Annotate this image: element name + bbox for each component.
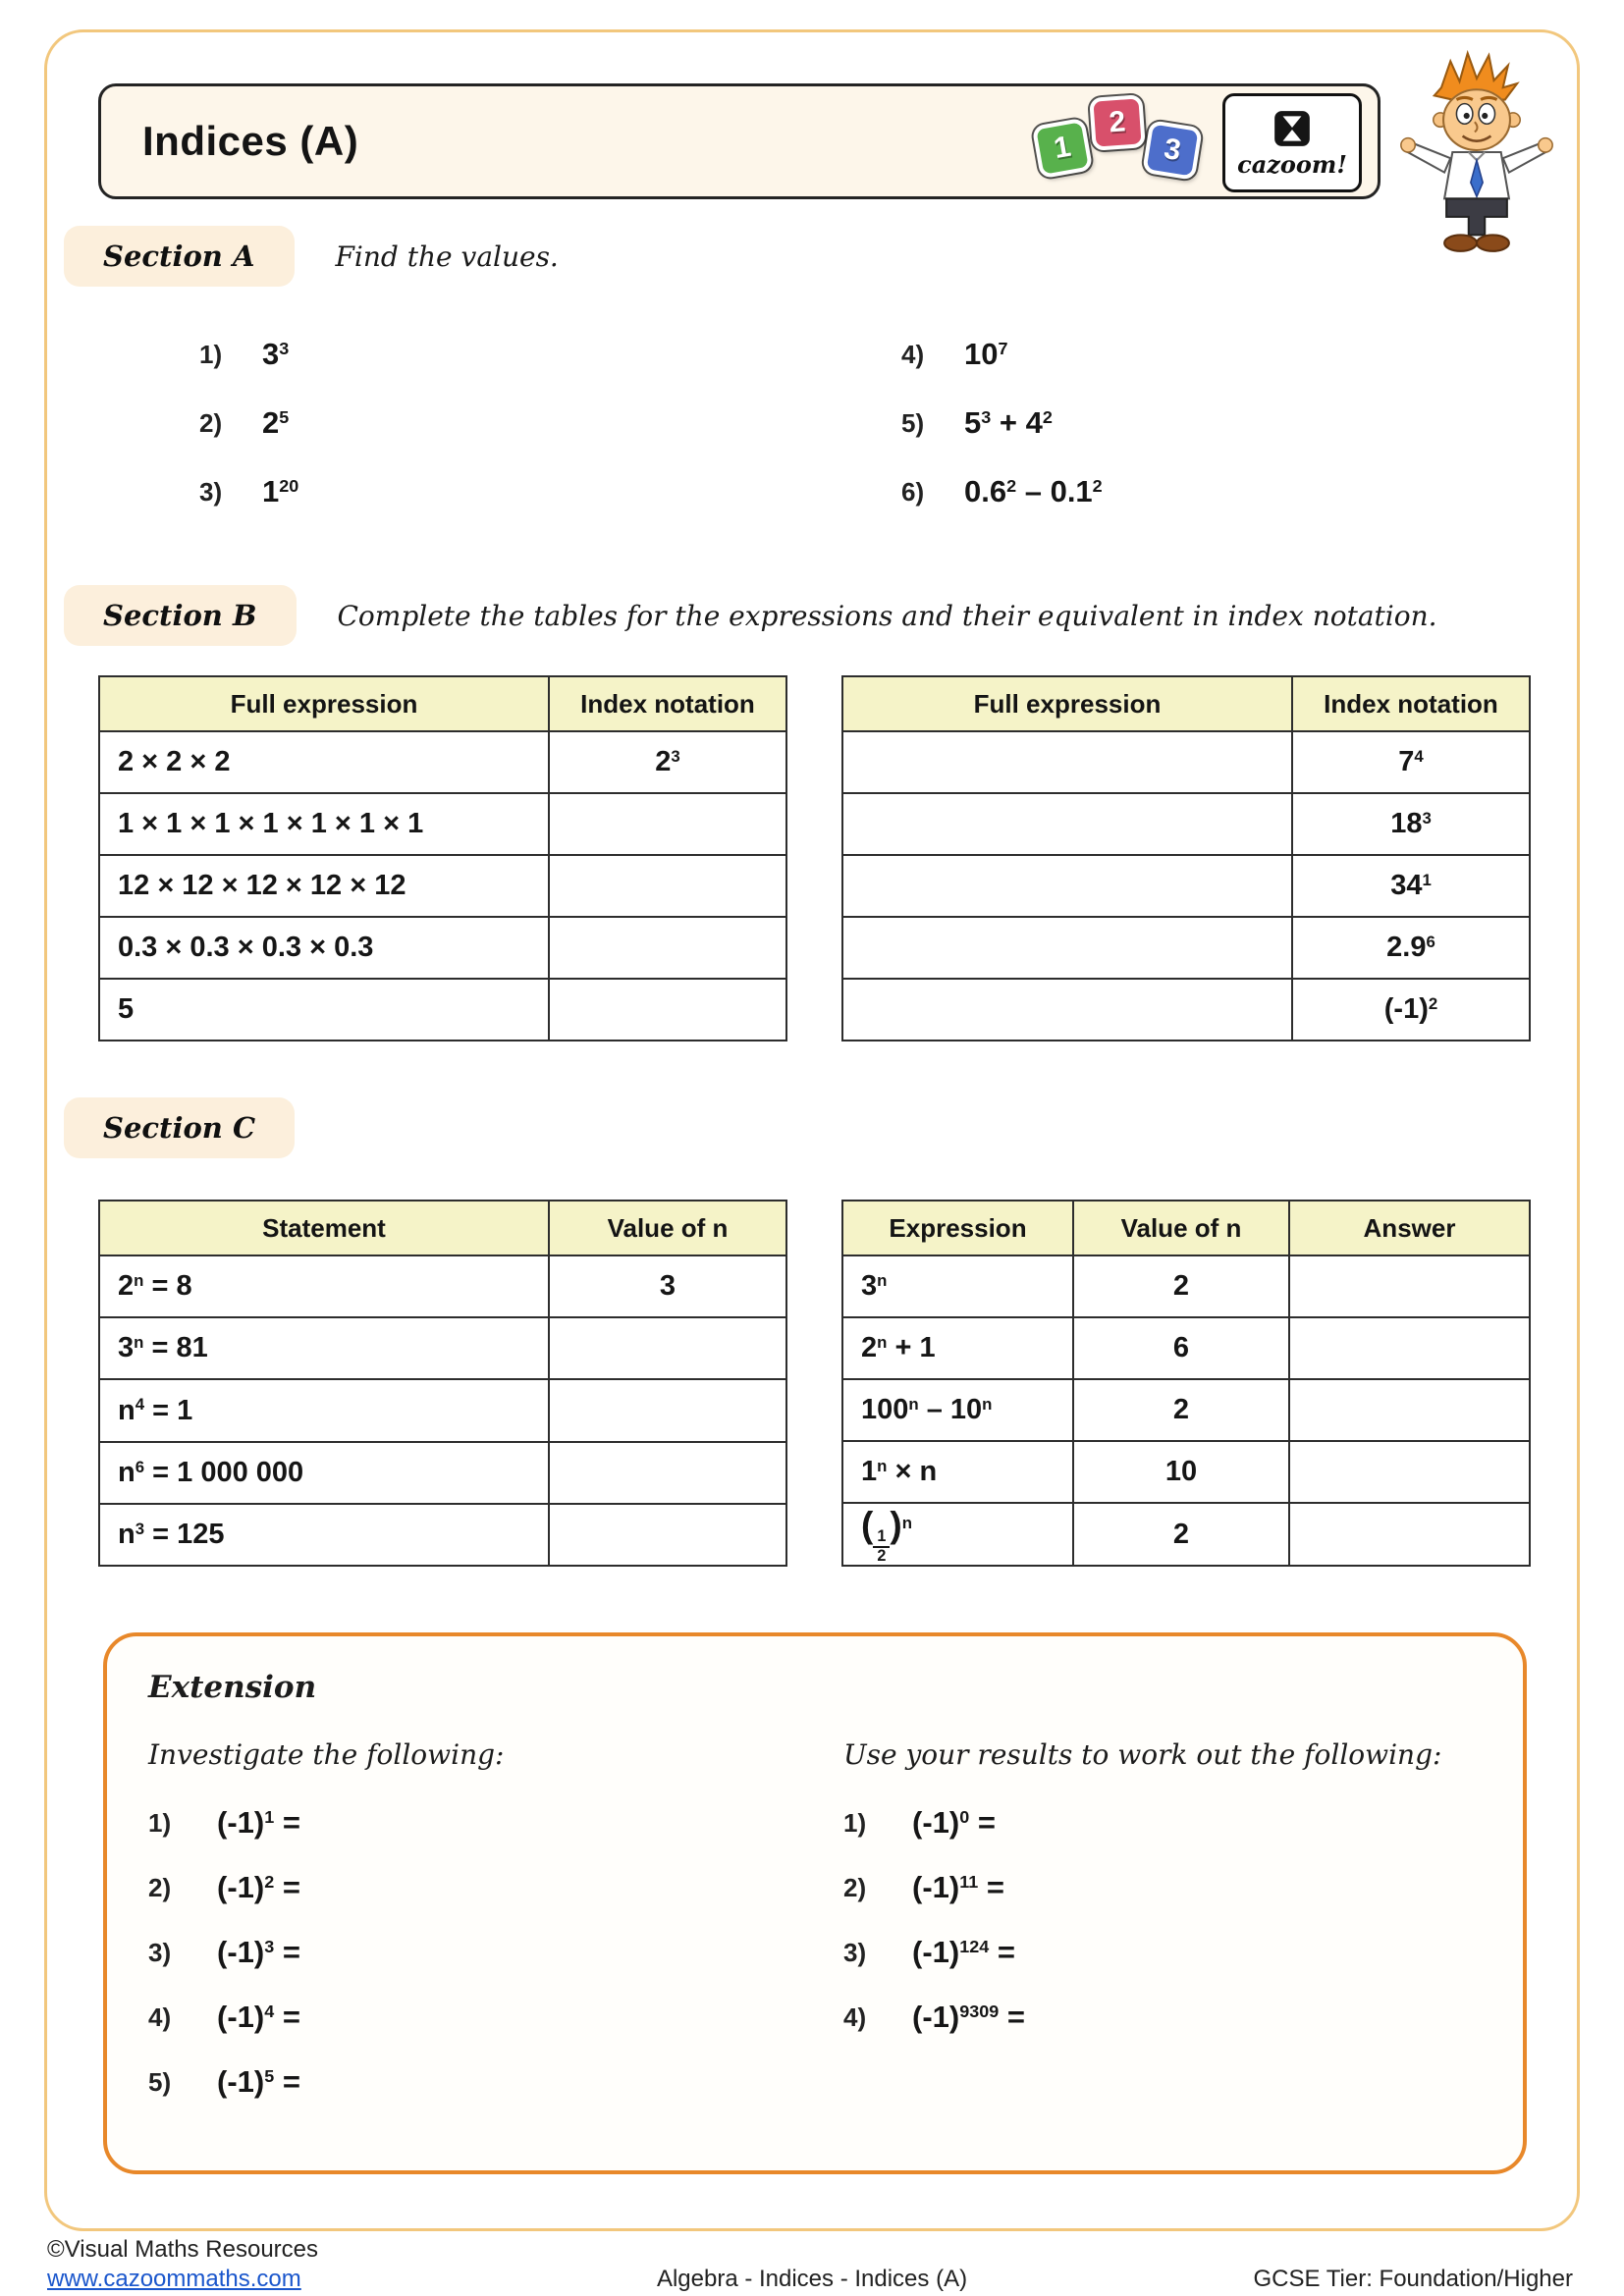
table-row (99, 1255, 786, 1317)
table-row (99, 793, 786, 855)
copyright-text: ©Visual Maths Resources (47, 2236, 319, 2263)
column-header-answer: Answer (1289, 1201, 1530, 1255)
index-notation-cell (549, 855, 786, 917)
full-expression-cell (842, 979, 1292, 1041)
problem-expression: $0.6^2 - 0.1^2$ (964, 474, 1103, 508)
value-cell: 2 (1073, 1255, 1289, 1317)
extension-title: Extension (148, 1670, 317, 1705)
problem-expression: $(-1)^5$ = (217, 2064, 300, 2099)
index-notation-cell (549, 793, 786, 855)
problem-number: 1) (199, 339, 223, 369)
problem-expression: $5^3 + 4^2$ (964, 405, 1053, 440)
extension-problem (843, 1866, 1025, 1909)
extension-left-column (148, 1801, 300, 2104)
extension-box (103, 1632, 1527, 2174)
column-header-full-expression: Full expression (99, 676, 549, 731)
section-a-left-column (199, 332, 298, 514)
problem-number: 2) (148, 1872, 172, 1902)
index-notation-cell: $18^3$ (1292, 793, 1530, 855)
problem-number: 6) (901, 476, 925, 507)
extension-problem (148, 1931, 300, 1974)
problem-a1 (199, 332, 298, 377)
column-header-full-expression: Full expression (842, 676, 1292, 731)
number-tile-1: 1 (1032, 118, 1094, 180)
footer-tier-text: GCSE Tier: Foundation/Higher (1253, 2266, 1573, 2292)
problem-number: 2) (843, 1872, 867, 1902)
problem-expression: $10^7$ (964, 337, 1008, 371)
cazoom-brand-text: cazoom! (1237, 149, 1347, 179)
problem-expression: $(-1)^1$ = (217, 1805, 300, 1840)
numbers-123-logo (1036, 94, 1211, 192)
index-notation-cell (549, 979, 786, 1041)
table-row (99, 1379, 786, 1441)
section-b-left-table (98, 675, 787, 1041)
problem-expression: $1^{20}$ (262, 474, 299, 508)
column-header-index-notation: Index notation (1292, 676, 1530, 731)
full-expression-cell: 0.3 × 0.3 × 0.3 × 0.3 (99, 917, 549, 979)
statement-cell: $n^6 = 1$ 000 000 (99, 1442, 549, 1504)
table-row (842, 1317, 1530, 1379)
expression-cell: $1^n \times n$ (842, 1441, 1073, 1503)
problem-expression: $(-1)^0$ = (912, 1805, 996, 1840)
problem-number: 4) (148, 2002, 172, 2032)
problem-expression: $(-1)^2$ = (217, 1870, 300, 1904)
page-footer (0, 2234, 1624, 2293)
value-cell (549, 1504, 786, 1566)
table-row (99, 855, 786, 917)
answer-cell (1289, 1255, 1530, 1317)
section-b-header (64, 585, 1437, 646)
problem-expression: $(-1)^3$ = (217, 1935, 300, 1969)
extension-problem (843, 1996, 1025, 2039)
problem-expression: $(-1)^{11}$ = (912, 1870, 1004, 1904)
extension-left-instruction: Investigate the following: (148, 1738, 505, 1771)
table-row (842, 1255, 1530, 1317)
table-row (842, 855, 1530, 917)
section-b-tables (98, 675, 1531, 1041)
table-row (99, 1442, 786, 1504)
value-cell (549, 1442, 786, 1504)
column-header-index-notation: Index notation (549, 676, 786, 731)
table-row (99, 1317, 786, 1379)
answer-cell (1289, 1379, 1530, 1441)
value-cell (549, 1317, 786, 1379)
column-header-statement: Statement (99, 1201, 549, 1255)
value-cell: 2 (1073, 1379, 1289, 1441)
extension-right-instruction: Use your results to work out the following: (843, 1738, 1442, 1771)
value-cell (549, 1379, 786, 1441)
problem-a2 (199, 400, 298, 446)
value-cell: 10 (1073, 1441, 1289, 1503)
problem-number: 1) (843, 1807, 867, 1838)
problem-number: 4) (901, 339, 925, 369)
table-row (842, 1503, 1530, 1566)
table-row (842, 731, 1530, 793)
column-header-value-of-n: Value of n (549, 1201, 786, 1255)
section-a-right-column (901, 332, 1103, 514)
expression-cell: 100$^n$ – 10$^n$ (842, 1379, 1073, 1441)
full-expression-cell: 1 × 1 × 1 × 1 × 1 × 1 × 1 (99, 793, 549, 855)
problem-expression: $2^5$ (262, 405, 290, 440)
problem-number: 3) (843, 1937, 867, 1967)
problem-number: 4) (843, 2002, 867, 2032)
website-link[interactable]: www.cazoommaths.com (47, 2266, 301, 2292)
table-row (842, 793, 1530, 855)
table-row (99, 917, 786, 979)
extension-problem (843, 1801, 1025, 1844)
table-header-row (842, 676, 1530, 731)
index-notation-cell: $2^3$ (549, 731, 786, 793)
problem-number: 3) (199, 476, 223, 507)
index-notation-cell (549, 917, 786, 979)
answer-cell (1289, 1441, 1530, 1503)
expression-cell: ( $\frac{1}{2}$ )$^n$ (842, 1503, 1073, 1566)
problem-a5 (901, 400, 1103, 446)
table-row (99, 731, 786, 793)
value-cell: 3 (549, 1255, 786, 1317)
statement-cell: $n^3 = 125$ (99, 1504, 549, 1566)
problem-a3 (199, 469, 298, 514)
problem-a4 (901, 332, 1103, 377)
index-notation-cell: $34^1$ (1292, 855, 1530, 917)
extension-right-column (843, 1801, 1025, 2039)
table-row (842, 1379, 1530, 1441)
problem-expression: $3^3$ (262, 337, 290, 371)
mascot-illustration (1392, 45, 1561, 257)
section-c-header (64, 1097, 295, 1158)
problem-expression: $(-1)^{124}$ = (912, 1935, 1015, 1969)
full-expression-cell (842, 917, 1292, 979)
problem-a6 (901, 469, 1103, 514)
section-a-label: Section A (64, 226, 295, 287)
section-b-instruction: Complete the tables for the expressions and their equivalent in index notation. (337, 599, 1437, 632)
full-expression-cell: 5 (99, 979, 549, 1041)
full-expression-cell (842, 793, 1292, 855)
extension-problem (148, 1801, 300, 1844)
full-expression-cell (842, 855, 1292, 917)
page-title: Indices (A) (142, 118, 359, 164)
table-header-row (99, 676, 786, 731)
number-tile-3: 3 (1142, 120, 1203, 181)
section-a-instruction: Find the values. (335, 240, 559, 273)
problem-number: 5) (901, 407, 925, 438)
index-notation-cell: $2.9^6$ (1292, 917, 1530, 979)
extension-problem (148, 2060, 300, 2104)
full-expression-cell: 2 × 2 × 2 (99, 731, 549, 793)
table-row (842, 1441, 1530, 1503)
problem-number: 1) (148, 1807, 172, 1838)
index-notation-cell: $(-1)^2$ (1292, 979, 1530, 1041)
table-row (842, 917, 1530, 979)
expression-cell: $2^n + 1$ (842, 1317, 1073, 1379)
table-header-row (842, 1201, 1530, 1255)
column-header-value-of-n: Value of n (1073, 1201, 1289, 1255)
answer-cell (1289, 1503, 1530, 1566)
statement-cell: $2^n = 8$ (99, 1255, 549, 1317)
full-expression-cell: 12 × 12 × 12 × 12 × 12 (99, 855, 549, 917)
section-c-left-table (98, 1200, 787, 1567)
section-c-label: Section C (64, 1097, 295, 1158)
index-notation-cell: $7^4$ (1292, 731, 1530, 793)
statement-cell: $n^4 = 1$ (99, 1379, 549, 1441)
problem-number: 5) (148, 2066, 172, 2097)
extension-problem (148, 1866, 300, 1909)
problem-number: 3) (148, 1937, 172, 1967)
value-cell: 2 (1073, 1503, 1289, 1566)
problem-expression: $(-1)^{9309}$ = (912, 2000, 1025, 2034)
table-row (99, 1504, 786, 1566)
section-c-right-table (841, 1200, 1531, 1567)
statement-cell: $3^n = 81$ (99, 1317, 549, 1379)
section-a-header (64, 226, 559, 287)
table-header-row (99, 1201, 786, 1255)
hourglass-icon (1272, 108, 1313, 149)
extension-problem (843, 1931, 1025, 1974)
table-row (99, 979, 786, 1041)
answer-cell (1289, 1317, 1530, 1379)
section-c-tables (98, 1200, 1531, 1567)
worksheet-header (98, 83, 1380, 199)
problem-expression: $(-1)^4$ = (217, 2000, 300, 2034)
number-tile-2: 2 (1089, 94, 1146, 151)
table-row (842, 979, 1530, 1041)
column-header-expression: Expression (842, 1201, 1073, 1255)
cazoom-logo (1222, 93, 1362, 192)
footer-category-text: Algebra - Indices - Indices (A) (656, 2266, 968, 2292)
section-b-label: Section B (64, 585, 297, 646)
section-b-right-table (841, 675, 1531, 1041)
problem-number: 2) (199, 407, 223, 438)
value-cell: 6 (1073, 1317, 1289, 1379)
full-expression-cell (842, 731, 1292, 793)
expression-cell: 3$^n$ (842, 1255, 1073, 1317)
extension-problem (148, 1996, 300, 2039)
